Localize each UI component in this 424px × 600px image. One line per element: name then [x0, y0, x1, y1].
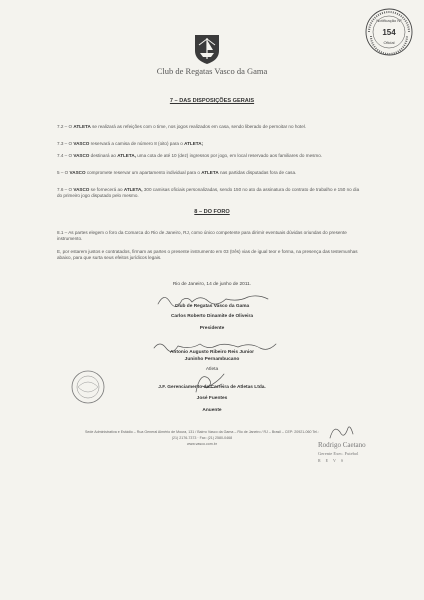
stamp-top-text: Notificação Nº [376, 18, 402, 23]
stamp-bottom-text: Oficial [383, 40, 395, 45]
stamp-number: 154 [382, 28, 396, 37]
clause-8-1: 8.1 – As partes elegem o foro da Comarca do Rio de Janeiro, RJ, como único competente para dirimir eventuais dúvidas oriundas do presente instrumento. [57, 230, 347, 242]
notary-extra: R E V S [318, 458, 346, 463]
notary-subtitle: Gerente Exec. Futebol [318, 451, 359, 456]
athlete-name: Antonio Augusto Ribeiro Reis Junior [169, 350, 255, 355]
footer-website: www.vasco.com.br [187, 442, 217, 446]
clause-7-5: 5 – O VASCO compromete reservar um apartamento individual para o ATLETA nas partidas disputadas fora de casa. [57, 170, 297, 175]
date-line: Rio de Janeiro, 14 de junho de 2011. [172, 282, 252, 287]
closing-paragraph: E, por estarem justos e contratados, firmam as partes o presente instrumento em 03 (três) vias de igual teor e forma, na presença das testemunhas abaixo, para que surta seus efeitos jurídicos legais. [57, 249, 358, 261]
clause-7-2: 7.2 – O ATLETA se realizará as refeições com o time, nos jogos realizados em casa, sendo liberado de pernoitar no hotel. [57, 124, 307, 129]
president-name: Carlos Roberto Dinamite de Oliveira [170, 314, 254, 319]
footer-phone: (21) 2176-7373 · Fax: (21) 2580-0468 [171, 436, 233, 440]
athlete-nickname: Juninho Pernambucano [184, 357, 240, 362]
notary-name: Rodrigo Caetano [318, 441, 366, 449]
club-signatory: Club de Regatas Vasco da Gama [174, 304, 250, 309]
president-title: Presidente [199, 326, 225, 331]
club-crest-icon [193, 33, 221, 65]
athlete-role: Atleta [205, 367, 219, 372]
agency-name: J.F. Gerenciamento de Carreira de Atletas Ltda. [158, 385, 266, 390]
clause-7-6: 7.6 – O VASCO se fornecerá ao ATLETA, 300 camisas oficiais personalizadas, sendo 150 no ato da assinatura do contrato de trabalho e 150 no dia do primeiro jogo disputado pelo mesmo. [57, 187, 360, 199]
clause-7-4: 7.4 – O VASCO destinará ao ATLETA, uma cota de até 10 (dez) ingressos por jogo, em local reservado aos familiares do mesmo. [57, 153, 323, 158]
section-7-title: 7 – DAS DISPOSIÇÕES GERAIS [169, 98, 255, 104]
clause-7-3: 7.3 – O VASCO reservará a camisa de número 8 (oito) para o ATLETA; [57, 141, 204, 146]
section-8-title: 8 – DO FORO [194, 209, 230, 215]
agent-signature [190, 368, 230, 396]
club-name-header: Club de Regatas Vasco da Gama [156, 66, 268, 76]
agent-name: José Fuentes [196, 396, 228, 401]
agent-role: Anuente [202, 408, 222, 413]
footer-address: Sede Administrativa e Estádio – Rua General Almério de Moura, 131 / Bairro Vasco da Gama – Rio de Janeiro / RJ – Brasil – CEP: 20921-060 Tel.: [85, 430, 319, 434]
